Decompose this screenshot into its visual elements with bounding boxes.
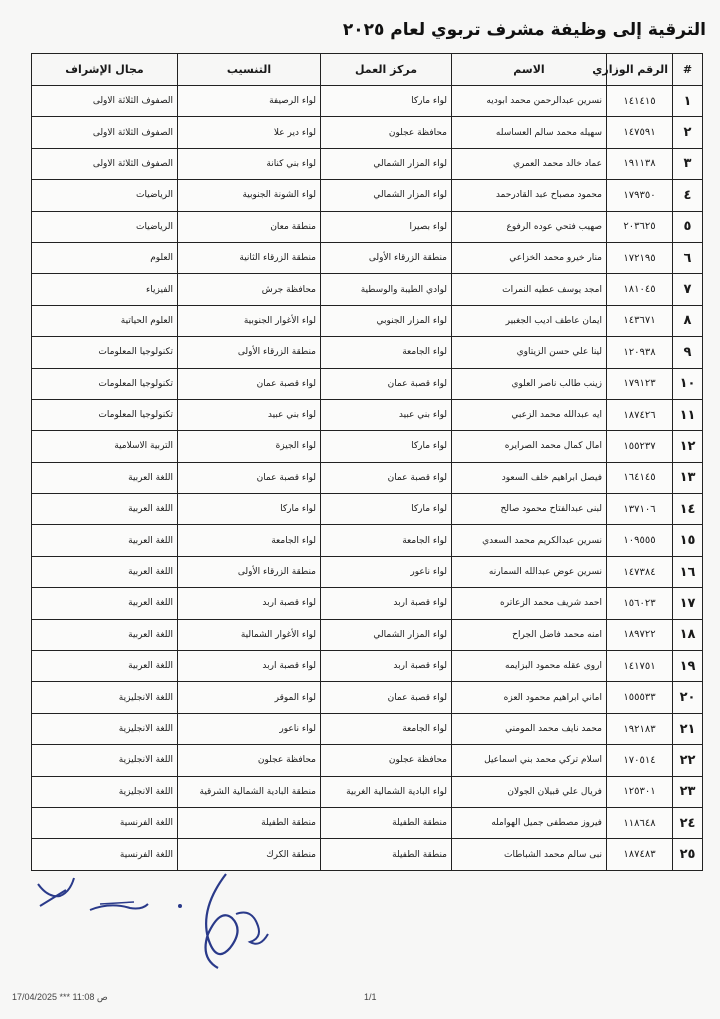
supervision-field-cell: اللغة الانجليزية xyxy=(32,713,178,744)
supervision-field-cell: اللغة العربية xyxy=(32,462,178,493)
assignment-cell: لواء قصبة عمان xyxy=(178,462,321,493)
table-row xyxy=(32,431,703,462)
work-center-cell: لواء ماركا xyxy=(321,494,452,525)
supervision-field-cell: اللغة العربية xyxy=(32,588,178,619)
header-assignment: التنسيب xyxy=(178,54,321,86)
ministry-id-cell: ١٤٧٥٩١ xyxy=(607,117,673,148)
table-row xyxy=(32,682,703,713)
work-center-cell: لواء الجامعة xyxy=(321,713,452,744)
name-cell: امنه محمد فاضل الجراح xyxy=(452,619,607,650)
assignment-cell: لواء قصبة عمان xyxy=(178,368,321,399)
name-cell: امجد يوسف عطيه النمرات xyxy=(452,274,607,305)
name-cell: نسرين عبدالرحمن محمد ابوديه xyxy=(452,86,607,117)
ministry-id-cell: ١٤٣٦٧١ xyxy=(607,305,673,336)
row-number: ٢ xyxy=(673,117,703,148)
table-row xyxy=(32,337,703,368)
row-number: ٢١ xyxy=(673,713,703,744)
row-number: ١٠ xyxy=(673,368,703,399)
name-cell: صهيب فتحي عوده الرفوع xyxy=(452,211,607,242)
ministry-id-cell: ١٤١٤١٥ xyxy=(607,86,673,117)
table-row xyxy=(32,148,703,179)
work-center-cell: لواء ماركا xyxy=(321,431,452,462)
ministry-id-cell: ١٧٩٣٥٠ xyxy=(607,180,673,211)
row-number: ٣ xyxy=(673,148,703,179)
supervision-field-cell: الرياضيات xyxy=(32,211,178,242)
table-row xyxy=(32,368,703,399)
row-number: ١٧ xyxy=(673,588,703,619)
name-cell: ايمان عاطف اديب الجغبير xyxy=(452,305,607,336)
table-row xyxy=(32,242,703,273)
table-row xyxy=(32,399,703,430)
name-cell: لينا علي حسن الزيتاوي xyxy=(452,337,607,368)
table-row xyxy=(32,776,703,807)
work-center-cell: لواء المزار الشمالي xyxy=(321,148,452,179)
table-header-row xyxy=(32,54,703,86)
assignment-cell: منطقة الزرقاء الأولى xyxy=(178,337,321,368)
work-center-cell: لواء ناعور xyxy=(321,556,452,587)
table-row xyxy=(32,619,703,650)
name-cell: ايه عبدالله محمد الزعبي xyxy=(452,399,607,430)
supervision-field-cell: اللغة الانجليزية xyxy=(32,682,178,713)
table-row xyxy=(32,588,703,619)
table-row xyxy=(32,525,703,556)
supervision-field-cell: الصفوف الثلاثة الاولى xyxy=(32,86,178,117)
assignment-cell: لواء الجيزة xyxy=(178,431,321,462)
ministry-id-cell: ١٢٠٩٣٨ xyxy=(607,337,673,368)
work-center-cell: لواء الجامعة xyxy=(321,525,452,556)
row-number: ٥ xyxy=(673,211,703,242)
name-cell: نبى سالم محمد الشباطات xyxy=(452,839,607,870)
supervision-field-cell: العلوم xyxy=(32,242,178,273)
supervision-field-cell: اللغة العربية xyxy=(32,525,178,556)
assignment-cell: لواء ناعور xyxy=(178,713,321,744)
assignment-cell: لواء قصبة اربد xyxy=(178,588,321,619)
row-number: ٧ xyxy=(673,274,703,305)
work-center-cell: لواء قصبة عمان xyxy=(321,368,452,399)
supervision-field-cell: اللغة الانجليزية xyxy=(32,745,178,776)
row-number: ٤ xyxy=(673,180,703,211)
assignment-cell: منطقة الزرقاء الأولى xyxy=(178,556,321,587)
ministry-id-cell: ١٨٧٤٢٦ xyxy=(607,399,673,430)
ministry-id-cell: ١٩١١٣٨ xyxy=(607,148,673,179)
ministry-id-cell: ١٧٠٥١٤ xyxy=(607,745,673,776)
supervision-field-cell: اللغة العربية xyxy=(32,651,178,682)
table-row xyxy=(32,807,703,838)
header-work-center: مركز العمل xyxy=(321,54,452,86)
work-center-cell: محافظة عجلون xyxy=(321,745,452,776)
supervision-field-cell: تكنولوجيا المعلومات xyxy=(32,368,178,399)
table-row xyxy=(32,462,703,493)
promotion-table xyxy=(31,53,703,871)
name-cell: زينب طالب ناصر العلوي xyxy=(452,368,607,399)
work-center-cell: لواء قصبة عمان xyxy=(321,682,452,713)
table-row xyxy=(32,117,703,148)
supervision-field-cell: تكنولوجيا المعلومات xyxy=(32,399,178,430)
supervision-field-cell: اللغة العربية xyxy=(32,556,178,587)
table-row xyxy=(32,745,703,776)
work-center-cell: لواء بني عبيد xyxy=(321,399,452,430)
work-center-cell: لواء قصبة عمان xyxy=(321,462,452,493)
row-number: ٩ xyxy=(673,337,703,368)
ministry-id-cell: ١٥٥٢٣٧ xyxy=(607,431,673,462)
table-row xyxy=(32,305,703,336)
ministry-id-cell: ١١٨٦٤٨ xyxy=(607,807,673,838)
table-row xyxy=(32,713,703,744)
supervision-field-cell: اللغة الفرنسية xyxy=(32,839,178,870)
page-title: الترقية إلى وظيفة مشرف تربوي لعام ٢٠٢٥ xyxy=(342,20,706,40)
supervision-field-cell: اللغة العربية xyxy=(32,494,178,525)
work-center-cell: منطقة الزرقاء الأولى xyxy=(321,242,452,273)
work-center-cell: لواء الجامعة xyxy=(321,337,452,368)
header-ministry-id: الرقم الوزاري xyxy=(607,54,673,86)
supervision-field-cell: الرياضيات xyxy=(32,180,178,211)
assignment-cell: لواء بني عبيد xyxy=(178,399,321,430)
table-row xyxy=(32,274,703,305)
ministry-id-cell: ١٠٩٥٥٥ xyxy=(607,525,673,556)
table-row xyxy=(32,211,703,242)
supervision-field-cell: العلوم الحياتية xyxy=(32,305,178,336)
supervision-field-cell: الصفوف الثلاثة الاولى xyxy=(32,148,178,179)
name-cell: عماد خالد محمد العمري xyxy=(452,148,607,179)
name-cell: نسرين عوض عبدالله السمارنه xyxy=(452,556,607,587)
ministry-id-cell: ١٨١٠٤٥ xyxy=(607,274,673,305)
name-cell: نسرين عبدالكريم محمد السعدي xyxy=(452,525,607,556)
ministry-id-cell: ١٤٧٣٨٤ xyxy=(607,556,673,587)
header-name: الاسم xyxy=(452,54,607,86)
assignment-cell: منطقة الطفيلة xyxy=(178,807,321,838)
work-center-cell: لواء المزار الشمالي xyxy=(321,619,452,650)
name-cell: فريال علي قبيلان الجولان xyxy=(452,776,607,807)
row-number: ٢٤ xyxy=(673,807,703,838)
ministry-id-cell: ١٤١٧٥١ xyxy=(607,651,673,682)
header-supervision-field: مجال الإشراف xyxy=(32,54,178,86)
assignment-cell: لواء الأغوار الجنوبية xyxy=(178,305,321,336)
supervision-field-cell: الفيزياء xyxy=(32,274,178,305)
table-row xyxy=(32,651,703,682)
name-cell: لبنى عبدالفتاح محمود صالح xyxy=(452,494,607,525)
assignment-cell: لواء الأغوار الشمالية xyxy=(178,619,321,650)
print-timestamp: 17/04/2025 *** 11:08 ص xyxy=(12,992,108,1002)
row-number: ٨ xyxy=(673,305,703,336)
supervision-field-cell: اللغة الانجليزية xyxy=(32,776,178,807)
row-number: ١٤ xyxy=(673,494,703,525)
row-number: ٦ xyxy=(673,242,703,273)
assignment-cell: منطقة الكرك xyxy=(178,839,321,870)
ministry-id-cell: ١٩٢١٨٣ xyxy=(607,713,673,744)
assignment-cell: منطقة البادية الشمالية الشرقية xyxy=(178,776,321,807)
assignment-cell: لواء الرصيفة xyxy=(178,86,321,117)
assignment-cell: منطقة الزرقاء الثانية xyxy=(178,242,321,273)
row-number: ٢٠ xyxy=(673,682,703,713)
name-cell: اماني ابراهيم محمود العزه xyxy=(452,682,607,713)
table-row xyxy=(32,839,703,870)
name-cell: محمود مصباح عبد القادرحمد xyxy=(452,180,607,211)
assignment-cell: لواء بني كنانة xyxy=(178,148,321,179)
assignment-cell: لواء الشونة الجنوبية xyxy=(178,180,321,211)
work-center-cell: لواء ماركا xyxy=(321,86,452,117)
row-number: ١ xyxy=(673,86,703,117)
row-number: ١٥ xyxy=(673,525,703,556)
name-cell: اسلام تركي محمد بني اسماعيل xyxy=(452,745,607,776)
name-cell: سهيله محمد سالم العساسله xyxy=(452,117,607,148)
ministry-id-cell: ١٢٥٣٠١ xyxy=(607,776,673,807)
ministry-id-cell: ١٨٧٤٨٣ xyxy=(607,839,673,870)
work-center-cell: منطقة الطفيلة xyxy=(321,839,452,870)
work-center-cell: لوادي الطيبة والوسطية xyxy=(321,274,452,305)
ministry-id-cell: ١٨٩٧٢٢ xyxy=(607,619,673,650)
work-center-cell: لواء المزار الجنوبي xyxy=(321,305,452,336)
work-center-cell: محافظة عجلون xyxy=(321,117,452,148)
row-number: ١٨ xyxy=(673,619,703,650)
row-number: ١٦ xyxy=(673,556,703,587)
assignment-cell: محافظة عجلون xyxy=(178,745,321,776)
ministry-id-cell: ١٧٩١٢٣ xyxy=(607,368,673,399)
table-row xyxy=(32,86,703,117)
supervision-field-cell: التربية الاسلامية xyxy=(32,431,178,462)
table-row xyxy=(32,556,703,587)
name-cell: محمد نايف محمد المومني xyxy=(452,713,607,744)
name-cell: فيصل ابراهيم خلف السعود xyxy=(452,462,607,493)
work-center-cell: لواء قصبة اربد xyxy=(321,651,452,682)
ministry-id-cell: ١٦٤١٤٥ xyxy=(607,462,673,493)
name-cell: امال كمال محمد الصرايره xyxy=(452,431,607,462)
row-number: ١١ xyxy=(673,399,703,430)
ministry-id-cell: ١٧٢١٩٥ xyxy=(607,242,673,273)
row-number: ١٣ xyxy=(673,462,703,493)
assignment-cell: لواء الجامعة xyxy=(178,525,321,556)
assignment-cell: لواء الموقر xyxy=(178,682,321,713)
row-number: ٢٣ xyxy=(673,776,703,807)
work-center-cell: لواء بصيرا xyxy=(321,211,452,242)
name-cell: فيروز مصطفى جميل الهوامله xyxy=(452,807,607,838)
supervision-field-cell: الصفوف الثلاثة الاولى xyxy=(32,117,178,148)
assignment-cell: لواء قصبة اربد xyxy=(178,651,321,682)
ministry-id-cell: ١٥٦٠٢٣ xyxy=(607,588,673,619)
row-number: ١٢ xyxy=(673,431,703,462)
assignment-cell: لواء دير علا xyxy=(178,117,321,148)
ministry-id-cell: ١٣٧١٠٦ xyxy=(607,494,673,525)
assignment-cell: منطقة معان xyxy=(178,211,321,242)
table-row xyxy=(32,180,703,211)
name-cell: منار خيرو محمد الخزاعي xyxy=(452,242,607,273)
page-number: 1/1 xyxy=(364,992,377,1002)
supervision-field-cell: اللغة العربية xyxy=(32,619,178,650)
table-row xyxy=(32,494,703,525)
signature xyxy=(30,868,290,978)
work-center-cell: لواء المزار الشمالي xyxy=(321,180,452,211)
row-number: ١٩ xyxy=(673,651,703,682)
assignment-cell: لواء ماركا xyxy=(178,494,321,525)
name-cell: احمد شريف محمد الزعاتره xyxy=(452,588,607,619)
work-center-cell: منطقة الطفيلة xyxy=(321,807,452,838)
header-num: # xyxy=(673,54,703,86)
work-center-cell: لواء البادية الشمالية الغربية xyxy=(321,776,452,807)
supervision-field-cell: تكنولوجيا المعلومات xyxy=(32,337,178,368)
supervision-field-cell: اللغة الفرنسية xyxy=(32,807,178,838)
name-cell: اروى عقله محمود البزايمه xyxy=(452,651,607,682)
ministry-id-cell: ٢٠٣٦٢٥ xyxy=(607,211,673,242)
ministry-id-cell: ١٥٥٥٣٣ xyxy=(607,682,673,713)
row-number: ٢٥ xyxy=(673,839,703,870)
work-center-cell: لواء قصبة اربد xyxy=(321,588,452,619)
assignment-cell: محافظة جرش xyxy=(178,274,321,305)
row-number: ٢٢ xyxy=(673,745,703,776)
